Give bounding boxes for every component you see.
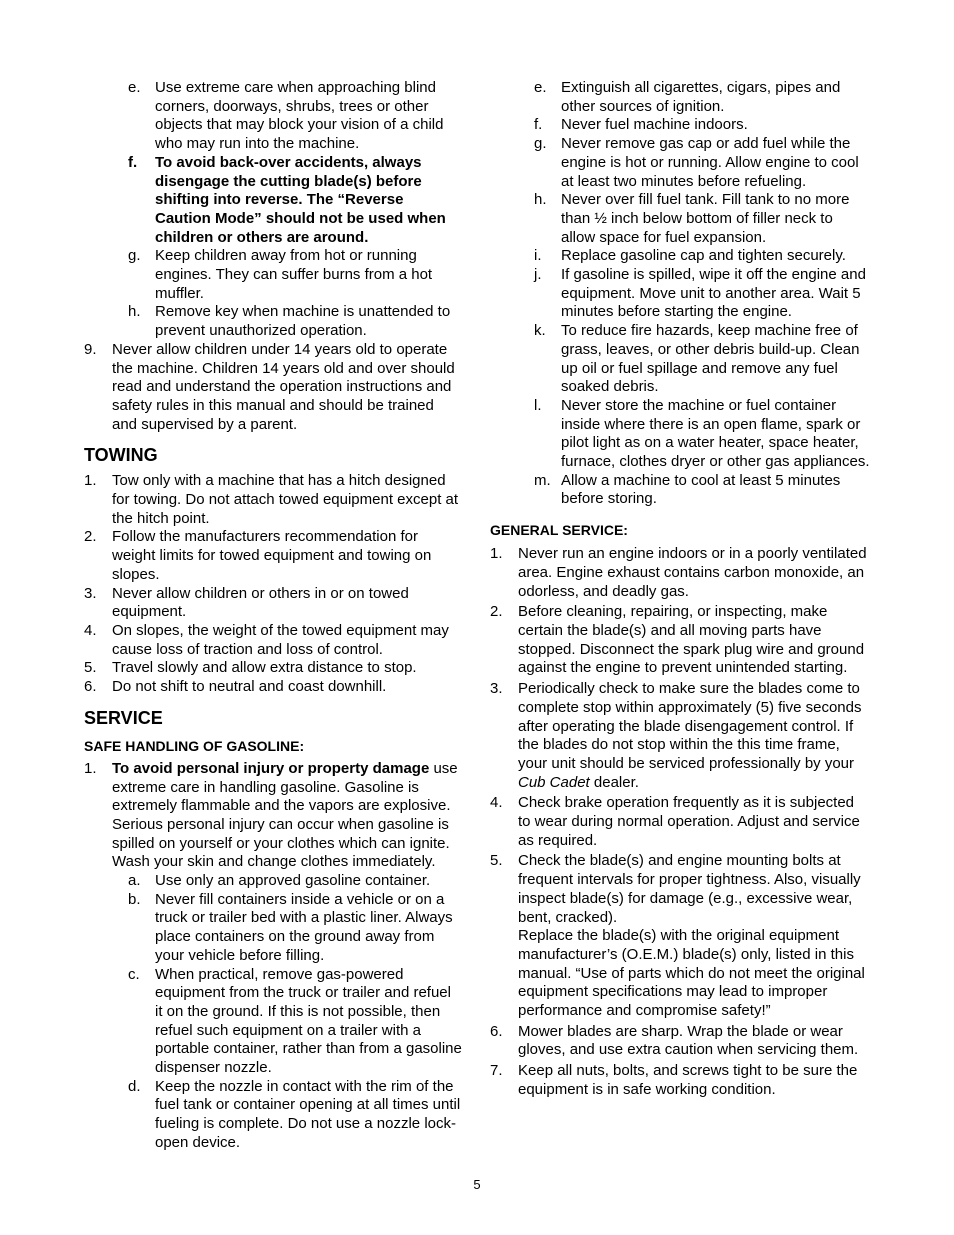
list-text: Tow only with a machine that has a hitch designed for towing. Do not attach towed equipment except at the hitch point. — [112, 472, 459, 527]
list-text: Never over fill fuel tank. Fill tank to no more than ½ inch below bottom of filler neck to allow space for fuel expansion. — [561, 191, 850, 246]
list-item — [490, 794, 870, 850]
list-item — [490, 472, 870, 509]
list-marker: j. — [534, 266, 542, 284]
list-text: Keep all nuts, bolts, and screws tight to be sure the equipment is in safe working condition. — [518, 1062, 858, 1098]
list-text-bold: To avoid personal injury or property damage — [112, 759, 430, 777]
list-item — [490, 191, 870, 247]
list-item — [490, 680, 870, 792]
list-marker: 6. — [490, 1022, 503, 1040]
list-marker: k. — [534, 322, 546, 340]
list-text: To avoid back-over accidents, always disengage the cutting blade(s) before shifting into reverse. The “Reverse Caution Mode” should not be used when children or others are around. — [155, 153, 446, 246]
list-text: Extinguish all cigarettes, cigars, pipes and other sources of ignition. — [561, 79, 841, 115]
list-marker: d. — [128, 1077, 141, 1095]
list-text: Never run an engine indoors or in a poorly ventilated area. Engine exhaust contains carbon monoxide, an odorless, and deadly gas. — [518, 545, 867, 600]
list-item — [84, 966, 462, 1078]
list-item — [84, 872, 462, 891]
list-marker: g. — [534, 135, 547, 153]
list-marker: h. — [128, 303, 141, 321]
list-marker: 7. — [490, 1062, 503, 1080]
list-marker: a. — [128, 872, 141, 890]
general-service-heading: GENERAL SERVICE: — [490, 522, 628, 539]
list-text: Never fuel machine indoors. — [561, 116, 748, 134]
list-marker: 4. — [84, 621, 97, 639]
right-column — [490, 79, 870, 1100]
list-item — [490, 852, 870, 1020]
list-text: use extreme care in handling gasoline. Gasoline is extremely flammable and the vapors are explosive. Serious personal injury can occur when gasoline is spilled on yourself or your clothes which can ignite. Wash your skin and change clothes immediately. — [112, 759, 458, 871]
list-item — [84, 341, 462, 435]
list-item — [84, 585, 462, 622]
list-text: Never fill containers inside a vehicle or on a truck or trailer bed with a plastic liner. Always place containers on the ground away from your vehicle before filling. — [155, 890, 453, 964]
list-item — [490, 397, 870, 472]
list-text: Never remove gas cap or add fuel while the engine is hot or running. Allow engine to cool at least two minutes before refueling. — [561, 135, 859, 190]
list-marker: 1. — [84, 759, 97, 777]
list-marker: 5. — [84, 659, 97, 677]
list-text: Never allow children under 14 years old to operate the machine. Children 14 years old and over should read and understand the operation instructions and safety rules in this manual and should be trained and supervised by a parent. — [112, 340, 455, 433]
list-item — [84, 247, 462, 303]
left-column — [84, 79, 462, 1153]
list-text: Use extreme care when approaching blind corners, doorways, shrubs, trees or other objects that may block your vision of a child who may run into the machine. — [155, 79, 444, 153]
list-text: Replace the blade(s) with the original equipment manufacturer’s (O.E.M.) blade(s) only, listed in this manual. “Use of parts which do not meet the original equipment specifications may lead to improper performance and compromise safety!” — [518, 927, 865, 1020]
list-text: On slopes, the weight of the towed equipment may cause loss of traction and loss of control. — [112, 621, 449, 658]
list-text: When practical, remove gas-powered equipment from the truck or trailer and refuel it on the ground. If this is not possible, then refuel such equipment on a trailer with a portable container, rather than from a gasoline dispenser nozzle. — [155, 965, 462, 1077]
list-text: To reduce fire hazards, keep machine free of grass, leaves, or other debris build-up. Clean up oil or fuel spillage and remove any fuel soaked debris. — [561, 322, 860, 396]
list-text: Check brake operation frequently as it is subjected to wear during normal operation. Adjust and service as required. — [518, 794, 860, 849]
list-text: Never allow children or others in or on towed equipment. — [112, 584, 409, 621]
list-text: Keep children away from hot or running engines. They can suffer burns from a hot muffler. — [155, 247, 433, 302]
list-marker: l. — [534, 396, 542, 414]
list-text: Never store the machine or fuel container inside where there is an open flame, spark or pilot light as on a water heater, space heater, furnace, clothes dryer or other gas appliances. — [561, 396, 870, 471]
page-number: 5 — [473, 1177, 481, 1192]
list-marker: m. — [534, 471, 551, 489]
list-item — [490, 545, 870, 601]
list-item — [490, 322, 870, 397]
list-text: Do not shift to neutral and coast downhill. — [112, 678, 387, 696]
list-item — [490, 116, 870, 135]
list-item — [84, 659, 462, 678]
list-marker: h. — [534, 191, 547, 209]
list-item — [490, 266, 870, 322]
list-marker: 9. — [84, 340, 97, 358]
list-item — [84, 678, 462, 697]
list-marker: c. — [128, 965, 140, 983]
list-item — [84, 528, 462, 584]
list-item — [84, 760, 462, 872]
list-text: Remove key when machine is unattended to prevent unauthorized operation. — [155, 303, 451, 340]
list-item — [490, 135, 870, 191]
list-item — [84, 79, 462, 154]
list-item — [490, 79, 870, 116]
list-item — [84, 472, 462, 528]
list-marker: f. — [534, 116, 543, 134]
list-marker: 5. — [490, 852, 503, 870]
towing-heading: TOWING — [84, 445, 158, 466]
list-item — [490, 603, 870, 678]
list-text: If gasoline is spilled, wipe it off the engine and equipment. Move unit to another area. Wait 5 minutes before starting the engine. — [561, 266, 866, 321]
list-marker: e. — [534, 79, 547, 96]
list-marker: 3. — [84, 584, 97, 602]
list-item — [84, 891, 462, 966]
gasoline-subheading: SAFE HANDLING OF GASOLINE: — [84, 737, 305, 754]
list-text: Before cleaning, repairing, or inspecting, make certain the blade(s) and all moving parts have stopped. Disconnect the spark plug wire and ground against the engine to prevent unintended starting. — [518, 603, 865, 677]
list-item — [84, 622, 462, 659]
list-item — [84, 303, 462, 340]
list-marker: 6. — [84, 678, 97, 696]
list-text: dealer. — [589, 773, 639, 791]
list-text: Use only an approved gasoline container. — [155, 872, 431, 890]
list-marker: e. — [128, 79, 141, 96]
list-text: Check the blade(s) and engine mounting bolts at frequent intervals for proper tightness. Also, visually inspect blade(s) for damage (e.g., excessive wear, bent, cracked). — [518, 852, 861, 926]
list-item — [490, 1062, 870, 1099]
list-text: Travel slowly and allow extra distance to stop. — [112, 659, 417, 677]
list-text: Replace gasoline cap and tighten securely. — [561, 247, 846, 265]
service-heading: SERVICE — [84, 707, 163, 728]
list-marker: 1. — [84, 472, 97, 490]
list-text: Keep the nozzle in contact with the rim of the fuel tank or container opening at all times until fueling is complete. Do not use a nozzle lock-open device. — [155, 1077, 461, 1151]
list-marker: b. — [128, 890, 141, 908]
list-item — [84, 1078, 462, 1153]
list-marker: f. — [128, 153, 138, 171]
list-text: Periodically check to make sure the blades come to complete stop within approximately (5) five seconds after operating the blade disengagement control. If the blades do not stop within the this time frame, your unit should be serviced professionally by your — [518, 680, 862, 772]
list-marker: 2. — [84, 528, 97, 546]
list-marker: 2. — [490, 603, 503, 621]
list-text: Follow the manufacturers recommendation for weight limits for towed equipment and towing on slopes. — [112, 528, 432, 583]
list-item — [490, 247, 870, 266]
list-item — [490, 1023, 870, 1060]
list-item — [84, 154, 462, 248]
list-marker: 4. — [490, 794, 503, 812]
list-marker: 1. — [490, 545, 503, 563]
list-marker: g. — [128, 247, 141, 265]
list-text: Mower blades are sharp. Wrap the blade or wear gloves, and use extra caution when servicing them. — [518, 1022, 859, 1059]
list-text: Allow a machine to cool at least 5 minutes before storing. — [561, 471, 841, 508]
brand-name: Cub Cadet — [518, 773, 590, 791]
list-marker: 3. — [490, 680, 503, 698]
list-marker: i. — [534, 247, 542, 265]
